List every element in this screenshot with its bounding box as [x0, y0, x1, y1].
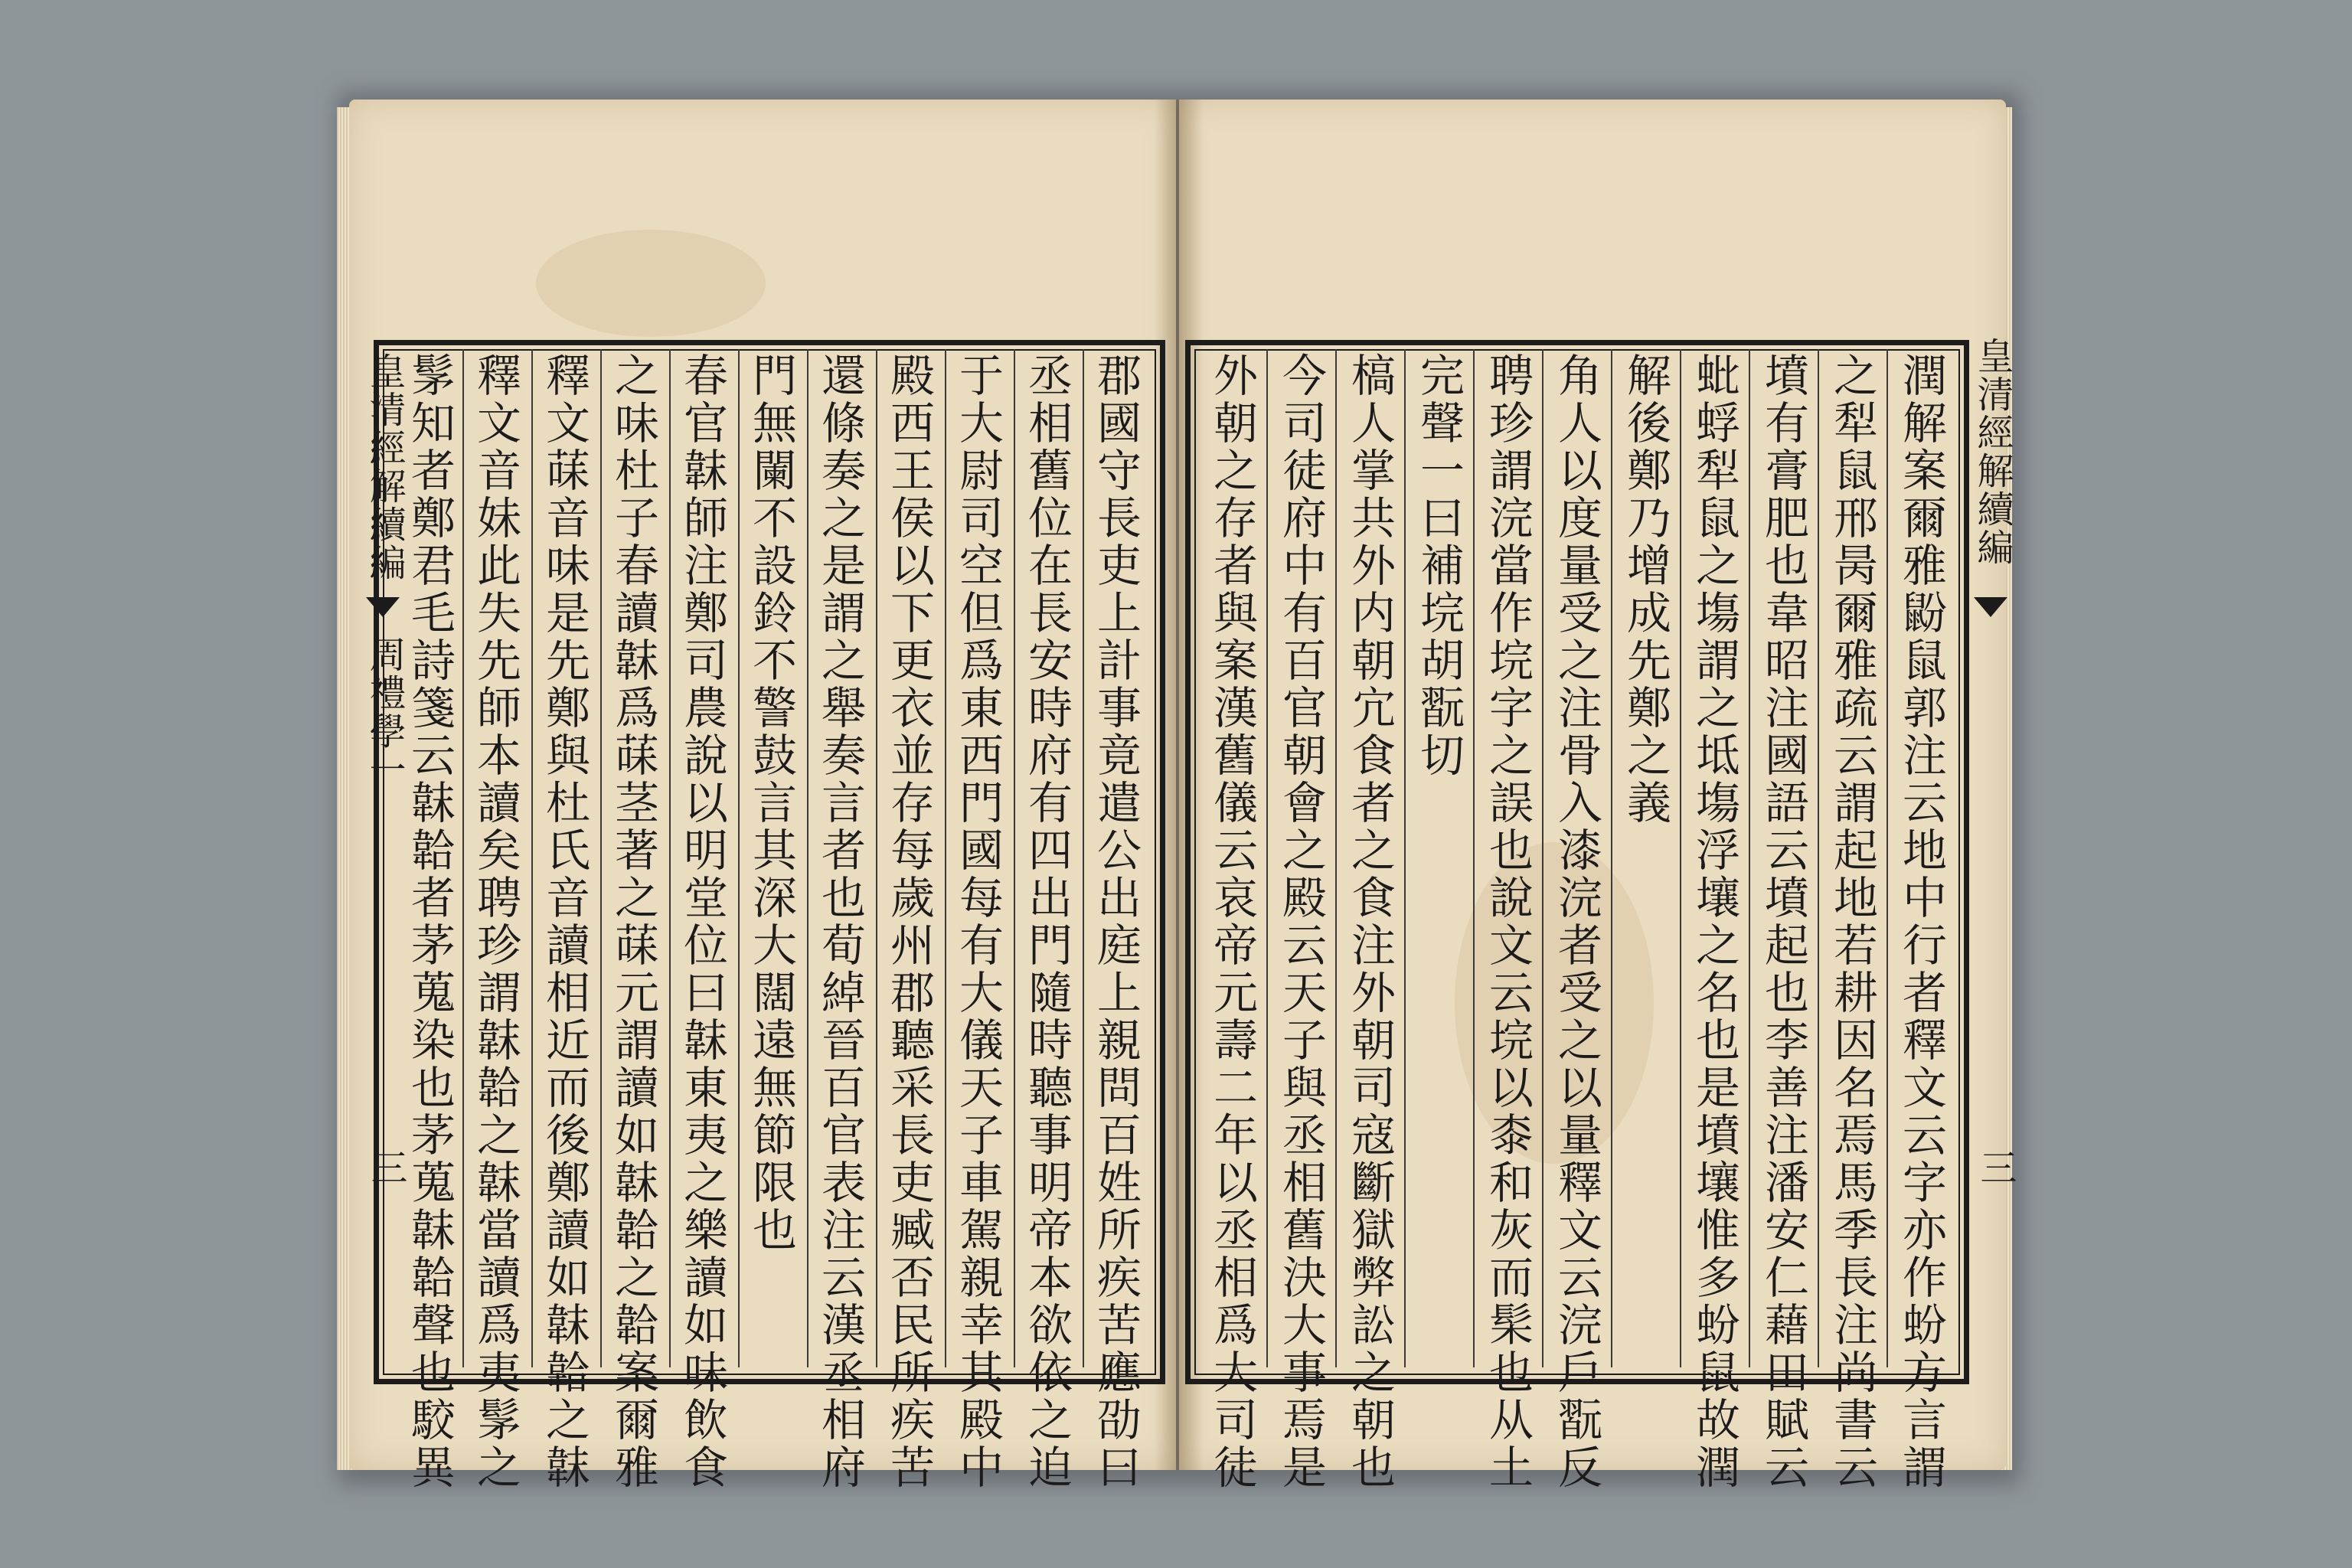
column-rule	[1611, 349, 1612, 1367]
text-column: 髳知者鄭君毛詩箋云韎韐者茅蒐染也茅蒐韎韐聲也駮異	[403, 352, 456, 1491]
column-rule	[1266, 349, 1268, 1367]
paper-stain	[536, 230, 766, 337]
text-column: 春官韎師注鄭司農說以明堂位曰韎東夷之樂讀如味飲食	[676, 352, 728, 1491]
column-rule	[669, 349, 671, 1367]
text-column: 潤解案爾雅鼢鼠郭注云地中行者釋文云字亦作蚡方言謂	[1895, 352, 1947, 1491]
fish-tail-mark	[1974, 597, 2007, 617]
page-number-left: 三	[364, 1148, 407, 1185]
text-column: 之味杜子春讀韎爲菋茎著之菋元謂讀如韎韐之韐案爾雅	[607, 352, 659, 1491]
column-rule	[1680, 349, 1681, 1367]
text-column: 完聲一曰補垸胡翫切	[1413, 352, 1465, 779]
column-rule	[531, 349, 533, 1367]
text-column: 墳有膏肥也韋昭注國語云墳起也李善注潘安仁藉田賦云	[1757, 352, 1809, 1491]
column-rule	[807, 349, 808, 1367]
column-rule	[738, 349, 740, 1367]
text-column: 門無闌不設鈴不警鼓言其深大闊遠無節限也	[745, 352, 797, 1254]
column-rule	[1886, 349, 1888, 1367]
text-column: 釋文音妹此失先師本讀矣聘珍謂韎韐之韎當讀爲夷髳之	[469, 352, 521, 1491]
text-column: 殿西王侯以下更衣並存每歲州郡聽采長吏臧否民所疾苦	[883, 352, 935, 1491]
column-rule	[462, 349, 464, 1367]
text-column: 丞相舊位在長安時府有四出門隨時聽事明帝本欲依之迫	[1021, 352, 1073, 1491]
text-column: 解後鄭乃增成先鄭之義	[1619, 352, 1671, 827]
running-title-left: 皇清經解續編	[363, 352, 406, 582]
column-rule	[1473, 349, 1475, 1367]
column-rule	[1404, 349, 1406, 1367]
text-column: 今司徒府中有百官朝會之殿云天子與丞相舊決大事焉是	[1275, 352, 1327, 1491]
column-rule	[945, 349, 946, 1367]
fish-tail-mark	[366, 597, 400, 617]
column-rule	[600, 349, 602, 1367]
column-rule	[876, 349, 877, 1367]
text-column: 外朝之存者與案漢舊儀云哀帝元壽二年以丞相爲大司徒	[1206, 352, 1258, 1491]
text-column: 于大尉司空但爲東西門國每有大儀天子車駕親幸其殿中	[952, 352, 1004, 1491]
text-column: 之犁鼠邢昺爾雅疏云謂起地若耕因名焉馬季長注尚書云	[1826, 352, 1878, 1491]
text-column: 槁人掌共外内朝宂食者之食注外朝司寇斷獄弊訟之朝也	[1344, 352, 1396, 1491]
text-column: 還條奏之是謂之舉奏言者也荀綽晉百官表注云漢丞相府	[814, 352, 866, 1491]
column-rule	[1335, 349, 1337, 1367]
column-rule	[1542, 349, 1544, 1367]
text-column: 聘珍謂浣當作垸字之誤也說文云垸以桼和灰而髤也从土	[1481, 352, 1534, 1491]
column-rule	[1749, 349, 1750, 1367]
column-rule	[1014, 349, 1015, 1367]
column-rule	[1818, 349, 1819, 1367]
chapter-title-left: 周禮學一	[363, 635, 406, 789]
text-column: 釋文菋音味是先鄭與杜氏音讀相近而後鄭讀如韎韐之韎	[538, 352, 590, 1491]
text-column: 角人以度量受之注骨入漆浣者受之以量釋文云浣戶翫反	[1550, 352, 1602, 1491]
running-title-right: 皇清經解續編	[1971, 337, 2014, 567]
text-column: 郡國守長吏上計事竟遣公出庭上親問百姓所疾苦應劭曰	[1089, 352, 1142, 1491]
column-rule	[1083, 349, 1084, 1367]
text-column: 蚍蜉犁鼠之塲謂之坻塲浮壤之名也是墳壤惟多蚡鼠故潤	[1688, 352, 1740, 1491]
page-number-right: 三	[1974, 1148, 2017, 1185]
